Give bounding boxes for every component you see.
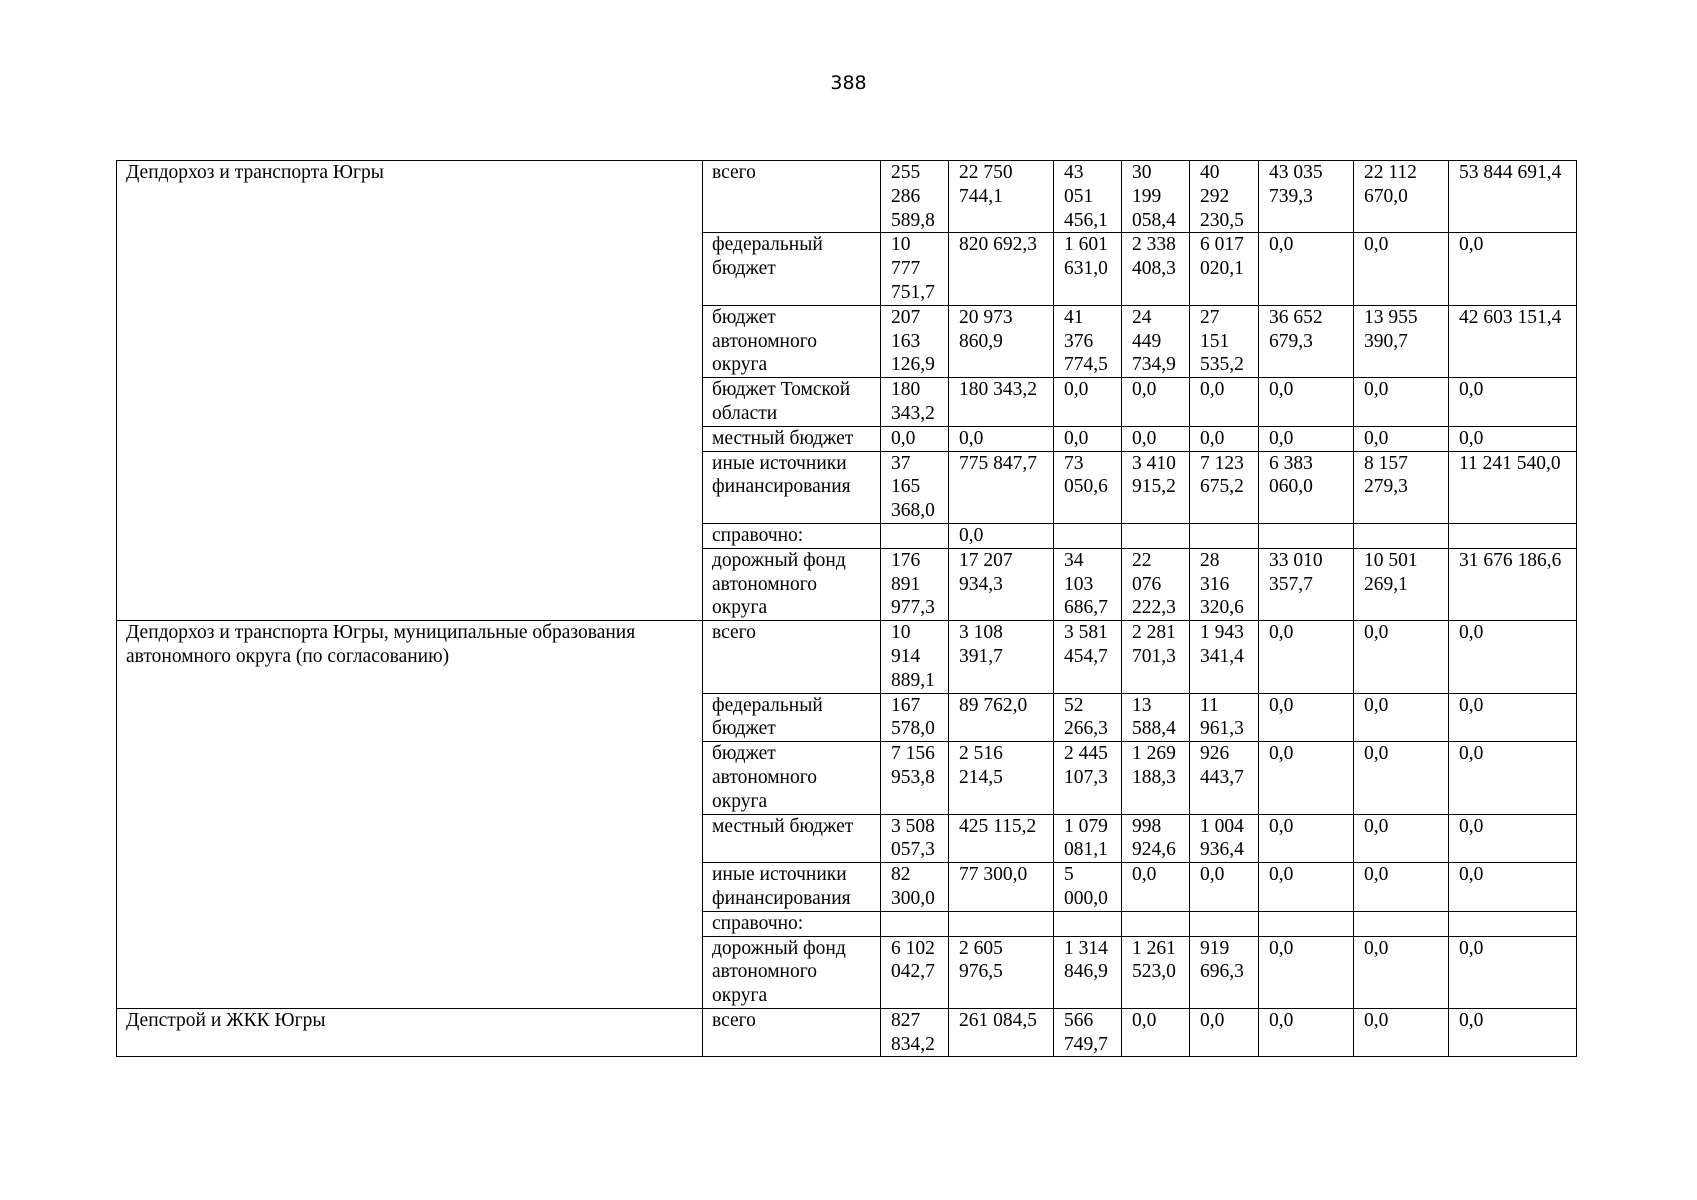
amount-cell [1259, 911, 1354, 936]
amount-value: 0,0 [1269, 379, 1294, 401]
amount-cell [881, 233, 949, 305]
amount-value: 919 696,3 [1200, 937, 1244, 983]
funding-source-label: иные источники финансирования [712, 452, 851, 498]
amount-cell [1259, 1008, 1354, 1057]
amount-value: 0,0 [1269, 427, 1294, 449]
amount-cell [949, 936, 1054, 1008]
amount-value: 6 383 060,0 [1269, 452, 1313, 498]
amount-cell [1449, 814, 1577, 863]
amount-cell [881, 305, 949, 377]
amount-value: 17 207 934,3 [959, 549, 1013, 595]
amount-cell [949, 548, 1054, 620]
amount-value: 207 163 126,9 [891, 306, 935, 376]
amount-value: 0,0 [1364, 864, 1389, 886]
amount-value: 0,0 [891, 427, 916, 449]
funding-source-cell [703, 1008, 881, 1057]
amount-cell [1122, 233, 1190, 305]
amount-cell [1354, 523, 1449, 548]
amount-value: 30 199 058,4 [1132, 162, 1176, 231]
amount-cell [1122, 621, 1190, 693]
amount-cell [1122, 863, 1190, 912]
amount-cell [1054, 863, 1122, 912]
funding-source-cell [703, 911, 881, 936]
amount-cell [881, 621, 949, 693]
amount-value: 0,0 [1459, 743, 1484, 765]
amount-value: 0,0 [1269, 743, 1294, 765]
amount-value: 36 652 679,3 [1269, 306, 1323, 352]
amount-value: 0,0 [1364, 379, 1389, 401]
amount-value: 998 924,6 [1132, 815, 1176, 861]
amount-cell [949, 305, 1054, 377]
amount-cell [1449, 742, 1577, 814]
amount-value: 0,0 [1132, 427, 1157, 449]
amount-value: 2 281 701,3 [1132, 622, 1176, 667]
amount-value: 0,0 [1459, 815, 1484, 837]
amount-cell [1449, 451, 1577, 523]
amount-cell [1054, 305, 1122, 377]
amount-value: 24 449 734,9 [1132, 306, 1176, 376]
amount-cell [1122, 911, 1190, 936]
amount-cell [1122, 305, 1190, 377]
funding-source-cell [703, 936, 881, 1008]
executor-name: Депстрой и ЖКК Югры [126, 1009, 326, 1031]
amount-value: 2 516 214,5 [959, 743, 1003, 788]
amount-cell [1449, 936, 1577, 1008]
funding-source-cell [703, 233, 881, 305]
amount-cell [1054, 161, 1122, 233]
amount-value: 0,0 [1364, 622, 1389, 644]
amount-value: 180 343,2 [959, 379, 1037, 401]
amount-cell [949, 426, 1054, 451]
executor-cell [117, 161, 703, 621]
amount-value: 1 004 936,4 [1200, 815, 1244, 861]
amount-value: 0,0 [1132, 864, 1157, 886]
amount-cell [1449, 693, 1577, 742]
amount-cell [1054, 911, 1122, 936]
amount-cell [1122, 451, 1190, 523]
amount-value: 3 410 915,2 [1132, 452, 1176, 498]
amount-value: 52 266,3 [1064, 694, 1108, 740]
amount-value: 0,0 [1364, 815, 1389, 837]
amount-value: 31 676 186,6 [1459, 549, 1562, 571]
amount-value: 0,0 [1459, 937, 1484, 959]
amount-value: 1 269 188,3 [1132, 743, 1176, 788]
executor-name: Депдорхоз и транспорта Югры [126, 162, 384, 183]
funding-source-cell [703, 814, 881, 863]
amount-cell [1449, 863, 1577, 912]
amount-cell [1190, 523, 1259, 548]
amount-cell [1354, 233, 1449, 305]
amount-cell [881, 863, 949, 912]
amount-cell [1449, 305, 1577, 377]
funding-source-cell [703, 523, 881, 548]
amount-cell [1354, 548, 1449, 620]
amount-value: 926 443,7 [1200, 743, 1244, 788]
table-body [117, 161, 1577, 1057]
executor-cell [117, 621, 703, 1009]
amount-value: 20 973 860,9 [959, 306, 1013, 352]
amount-value: 40 292 230,5 [1200, 162, 1244, 231]
amount-cell [949, 742, 1054, 814]
amount-cell [1259, 742, 1354, 814]
amount-cell [949, 161, 1054, 233]
amount-cell [1449, 1008, 1577, 1057]
amount-value: 1 943 341,4 [1200, 622, 1244, 667]
table-row [117, 1008, 1577, 1057]
amount-cell [1190, 548, 1259, 620]
funding-source-label: федеральный бюджет [712, 694, 823, 740]
amount-value: 8 157 279,3 [1364, 452, 1408, 498]
amount-cell [1259, 233, 1354, 305]
funding-source-cell [703, 742, 881, 814]
amount-cell [881, 693, 949, 742]
amount-value: 7 156 953,8 [891, 743, 935, 788]
amount-cell [949, 523, 1054, 548]
amount-cell [1054, 814, 1122, 863]
funding-source-cell [703, 305, 881, 377]
amount-value: 10 914 889,1 [891, 622, 935, 691]
amount-value: 0,0 [1269, 622, 1294, 644]
amount-cell [1354, 451, 1449, 523]
amount-cell [1449, 378, 1577, 427]
amount-cell [1190, 742, 1259, 814]
amount-cell [1354, 742, 1449, 814]
amount-cell [1259, 863, 1354, 912]
amount-value: 42 603 151,4 [1459, 306, 1562, 328]
amount-cell [1259, 451, 1354, 523]
amount-value: 3 581 454,7 [1064, 622, 1108, 667]
amount-cell [1122, 814, 1190, 863]
funding-source-label: дорожный фонд автономного округа [712, 937, 846, 1007]
funding-source-cell [703, 378, 881, 427]
amount-value: 2 338 408,3 [1132, 234, 1176, 280]
amount-value: 33 010 357,7 [1269, 549, 1323, 595]
amount-value: 0,0 [959, 524, 984, 546]
amount-value: 3 508 057,3 [891, 815, 935, 861]
amount-value: 167 578,0 [891, 694, 935, 740]
amount-value: 11 961,3 [1200, 694, 1244, 740]
amount-cell [1122, 161, 1190, 233]
amount-value: 22 112 670,0 [1364, 162, 1417, 207]
amount-cell [1190, 161, 1259, 233]
amount-value: 11 241 540,0 [1459, 452, 1561, 474]
amount-cell [1354, 378, 1449, 427]
funding-source-cell [703, 548, 881, 620]
funding-source-label: местный бюджет [712, 427, 854, 449]
amount-cell [1354, 693, 1449, 742]
funding-source-cell [703, 863, 881, 912]
amount-cell [1190, 305, 1259, 377]
amount-value: 5 000,0 [1064, 864, 1108, 909]
amount-value: 0,0 [1269, 234, 1294, 256]
table-row [117, 621, 1577, 693]
amount-cell [1354, 426, 1449, 451]
amount-value: 1 079 081,1 [1064, 815, 1108, 861]
amount-cell [1354, 936, 1449, 1008]
amount-cell [949, 814, 1054, 863]
amount-value: 6 017 020,1 [1200, 234, 1244, 280]
amount-value: 10 777 751,7 [891, 234, 935, 303]
amount-value: 0,0 [1459, 1009, 1484, 1031]
amount-value: 0,0 [1364, 743, 1389, 765]
amount-value: 0,0 [1459, 694, 1484, 716]
amount-cell [949, 693, 1054, 742]
amount-value: 22 076 222,3 [1132, 549, 1176, 619]
funding-source-label: бюджет автономного округа [712, 743, 817, 812]
amount-cell [1122, 426, 1190, 451]
amount-cell [1354, 1008, 1449, 1057]
amount-value: 3 108 391,7 [959, 622, 1003, 667]
funding-source-label: федеральный бюджет [712, 234, 823, 280]
amount-cell [1122, 936, 1190, 1008]
amount-value: 820 692,3 [959, 234, 1037, 256]
amount-value: 37 165 368,0 [891, 452, 935, 522]
amount-cell [949, 451, 1054, 523]
amount-value: 255 286 589,8 [891, 162, 935, 231]
funding-source-label: справочно: [712, 524, 804, 546]
amount-cell [1190, 451, 1259, 523]
funding-source-cell [703, 161, 881, 233]
funding-source-cell [703, 426, 881, 451]
amount-value: 0,0 [1269, 864, 1294, 886]
amount-cell [881, 523, 949, 548]
amount-value: 0,0 [1064, 379, 1089, 401]
amount-cell [1190, 1008, 1259, 1057]
amount-value: 0,0 [1132, 379, 1157, 401]
amount-cell [1190, 814, 1259, 863]
amount-cell [881, 936, 949, 1008]
amount-value: 0,0 [1459, 234, 1484, 256]
amount-cell [1054, 621, 1122, 693]
amount-cell [1122, 742, 1190, 814]
amount-cell [1190, 936, 1259, 1008]
amount-cell [1122, 1008, 1190, 1057]
amount-value: 0,0 [1459, 622, 1484, 644]
amount-cell [881, 814, 949, 863]
amount-cell [949, 378, 1054, 427]
amount-cell [1354, 814, 1449, 863]
amount-value: 34 103 686,7 [1064, 549, 1108, 619]
amount-cell [1054, 426, 1122, 451]
amount-value: 0,0 [1364, 427, 1389, 449]
amount-cell [881, 451, 949, 523]
amount-cell [1054, 936, 1122, 1008]
amount-value: 0,0 [1132, 1009, 1157, 1031]
amount-value: 89 762,0 [959, 694, 1028, 716]
funding-source-cell [703, 451, 881, 523]
executor-cell [117, 1008, 703, 1057]
amount-value: 1 601 631,0 [1064, 234, 1108, 280]
amount-value: 27 151 535,2 [1200, 306, 1244, 376]
amount-value: 0,0 [1064, 427, 1089, 449]
amount-value: 775 847,7 [959, 452, 1037, 474]
amount-cell [1190, 863, 1259, 912]
amount-value: 0,0 [1269, 1009, 1294, 1031]
amount-value: 261 084,5 [959, 1009, 1037, 1031]
amount-value: 0,0 [1459, 379, 1484, 401]
amount-cell [1354, 621, 1449, 693]
amount-cell [1259, 378, 1354, 427]
amount-cell [1054, 523, 1122, 548]
amount-value: 0,0 [1200, 864, 1225, 886]
amount-cell [1122, 378, 1190, 427]
amount-cell [1190, 693, 1259, 742]
amount-value: 0,0 [1200, 1009, 1225, 1031]
amount-cell [1449, 621, 1577, 693]
funding-source-label: всего [712, 1009, 756, 1031]
amount-cell [1190, 378, 1259, 427]
amount-value: 10 501 269,1 [1364, 549, 1418, 595]
amount-cell [1122, 693, 1190, 742]
amount-cell [881, 426, 949, 451]
funding-source-label: дорожный фонд автономного округа [712, 549, 846, 619]
amount-cell [1054, 742, 1122, 814]
amount-cell [1259, 161, 1354, 233]
amount-value: 82 300,0 [891, 864, 935, 909]
amount-value: 0,0 [1269, 815, 1294, 837]
executor-name: Депдорхоз и транспорта Югры, муниципальные образования автономного округа (по согласованию) [126, 622, 636, 667]
amount-cell [1054, 233, 1122, 305]
amount-cell [1259, 814, 1354, 863]
amount-cell [881, 911, 949, 936]
amount-cell [1259, 693, 1354, 742]
amount-value: 425 115,2 [959, 815, 1037, 837]
amount-cell [1259, 621, 1354, 693]
amount-value: 13 955 390,7 [1364, 306, 1418, 352]
amount-value: 6 102 042,7 [891, 937, 935, 983]
amount-cell [881, 161, 949, 233]
amount-value: 0,0 [1364, 694, 1389, 716]
amount-value: 0,0 [959, 427, 984, 449]
amount-cell [1354, 911, 1449, 936]
amount-value: 0,0 [1364, 937, 1389, 959]
amount-cell [1190, 911, 1259, 936]
amount-cell [949, 911, 1054, 936]
amount-cell [1190, 426, 1259, 451]
amount-cell [1354, 305, 1449, 377]
amount-value: 28 316 320,6 [1200, 549, 1244, 619]
amount-cell [1054, 378, 1122, 427]
amount-cell [1259, 523, 1354, 548]
amount-value: 73 050,6 [1064, 452, 1108, 498]
amount-value: 1 314 846,9 [1064, 937, 1108, 983]
funding-source-label: местный бюджет [712, 815, 854, 837]
amount-cell [1449, 523, 1577, 548]
funding-source-cell [703, 621, 881, 693]
amount-cell [1122, 548, 1190, 620]
funding-source-label: бюджет Томской области [712, 379, 851, 424]
funding-source-label: всего [712, 622, 756, 644]
amount-cell [881, 548, 949, 620]
amount-cell [881, 378, 949, 427]
amount-value: 176 891 977,3 [891, 549, 935, 619]
funding-source-label: бюджет автономного округа [712, 306, 817, 376]
amount-cell [1354, 161, 1449, 233]
amount-value: 0,0 [1364, 234, 1389, 256]
amount-value: 41 376 774,5 [1064, 306, 1108, 376]
amount-value: 77 300,0 [959, 864, 1028, 886]
amount-value: 13 588,4 [1132, 694, 1176, 740]
amount-value: 0,0 [1364, 1009, 1389, 1031]
amount-value: 0,0 [1459, 864, 1484, 886]
amount-cell [1259, 305, 1354, 377]
amount-cell [881, 742, 949, 814]
amount-cell [1259, 548, 1354, 620]
amount-cell [1449, 911, 1577, 936]
amount-cell [1259, 426, 1354, 451]
amount-value: 1 261 523,0 [1132, 937, 1176, 983]
amount-cell [1054, 451, 1122, 523]
amount-cell [1054, 1008, 1122, 1057]
amount-value: 827 834,2 [891, 1009, 935, 1055]
amount-value: 0,0 [1269, 937, 1294, 959]
amount-value: 2 445 107,3 [1064, 743, 1108, 788]
amount-value: 0,0 [1200, 427, 1225, 449]
amount-value: 2 605 976,5 [959, 937, 1003, 983]
table-row [117, 161, 1577, 233]
amount-cell [1354, 863, 1449, 912]
amount-cell [1449, 548, 1577, 620]
amount-cell [1054, 693, 1122, 742]
amount-cell [1449, 233, 1577, 305]
amount-value: 22 750 744,1 [959, 162, 1013, 207]
funding-source-label: справочно: [712, 912, 804, 934]
amount-cell [949, 621, 1054, 693]
amount-value: 0,0 [1269, 694, 1294, 716]
amount-cell [1449, 426, 1577, 451]
amount-cell [1122, 523, 1190, 548]
page-number: 388 [830, 72, 867, 94]
amount-value: 43 051 456,1 [1064, 162, 1108, 231]
funding-source-label: иные источники финансирования [712, 864, 851, 909]
amount-value: 43 035 739,3 [1269, 162, 1323, 207]
amount-cell [1190, 233, 1259, 305]
amount-cell [1054, 548, 1122, 620]
amount-value: 53 844 691,4 [1459, 162, 1562, 183]
amount-cell [949, 1008, 1054, 1057]
amount-cell [949, 863, 1054, 912]
amount-value: 0,0 [1200, 379, 1225, 401]
amount-value: 7 123 675,2 [1200, 452, 1244, 498]
amount-value: 0,0 [1459, 427, 1484, 449]
amount-cell [881, 1008, 949, 1057]
funding-source-label: всего [712, 162, 756, 183]
financing-table [116, 160, 1577, 1057]
amount-value: 180 343,2 [891, 379, 935, 424]
amount-value: 566 749,7 [1064, 1009, 1108, 1055]
amount-cell [949, 233, 1054, 305]
amount-cell [1190, 621, 1259, 693]
amount-cell [1449, 161, 1577, 233]
amount-cell [1259, 936, 1354, 1008]
funding-source-cell [703, 693, 881, 742]
